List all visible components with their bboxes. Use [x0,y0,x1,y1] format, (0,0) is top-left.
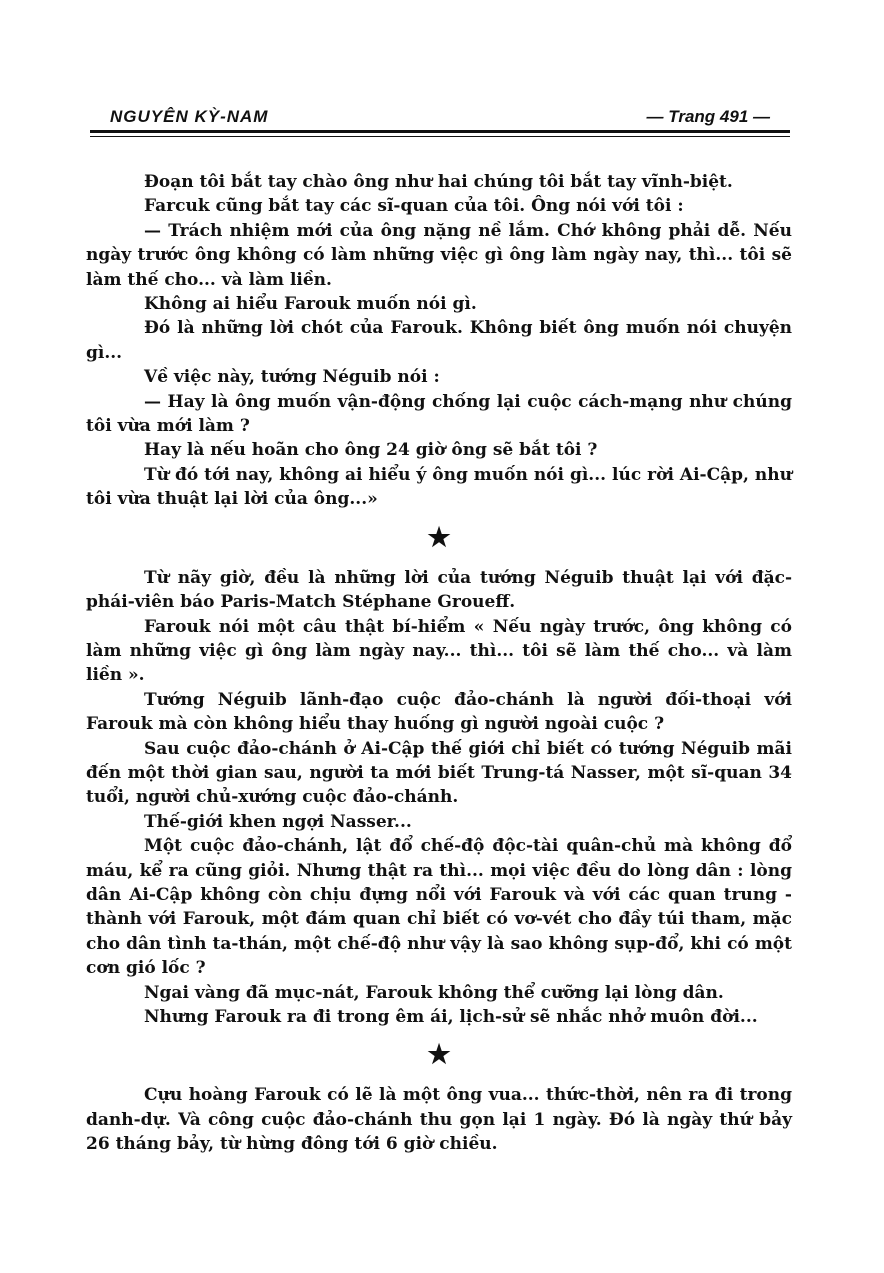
paragraph: Thế-giới khen ngợi Nasser... [144,811,412,832]
paragraph: Không ai hiểu Farouk muốn nói gì. [144,294,477,315]
paragraph: Cựu hoàng Farouk có lẽ là một ông vua... thức-thời, nên ra đi trong danh-dự. Và công cuộc đảo-chánh thu gọn lại 1 ngày. Đó là ngày thứ bảy 26 tháng bảy, từ hừng đông tới 6 giờ chiều. [86,1085,792,1155]
header-rule-thick [90,130,790,133]
paragraph: Ngai vàng đã mục-nát, Farouk không thể cưỡng lại lòng dân. [144,982,724,1003]
star-separator-icon: ★ [427,522,451,553]
paragraph: Từ nãy giờ, đều là những lời của tướng Néguib thuật lại với đặc-phái-viên báo Paris-Match Stéphane Groueff. [86,567,792,613]
paragraph: Về việc này, tướng Néguib nói : [144,367,440,388]
paragraph: — Trách nhiệm mới của ông nặng nề lắm. Chớ không phải dễ. Nếu ngày trước ông không có làm những việc gì ông làm ngày nay, thì... tôi sẽ làm thế cho... và làm liền. [86,220,792,290]
paragraph: Farouk nói một câu thật bí-hiểm « Nếu ngày trước, ông không có làm những việc gì ông làm ngày nay... thì... tôi sẽ làm thế cho... và làm liền ». [86,616,792,686]
paragraph: Tướng Néguib lãnh-đạo cuộc đảo-chánh là người đối-thoại với Farouk mà còn không hiểu thay huống gì người ngoài cuộc ? [86,689,792,735]
paragraph: Từ đó tới nay, không ai hiểu ý ông muốn nói gì... lúc rời Ai-Cập, như tôi vừa thuật lại lời của ông...» [86,464,792,510]
header-rule-thin [90,136,790,137]
paragraph: Nhưng Farouk ra đi trong êm ái, lịch-sử sẽ nhắc nhở muôn đời... [144,1007,758,1027]
body-text [86,170,792,1157]
paragraph: Đoạn tôi bắt tay chào ông như hai chúng tôi bắt tay vĩnh-biệt. [144,172,733,192]
running-title: NGUYÊN KỲ-NAM [110,107,269,126]
paragraph: — Hay là ông muốn vận-động chống lại cuộc cách-mạng như chúng tôi vừa mới làm ? [86,391,792,437]
paragraph: Sau cuộc đảo-chánh ở Ai-Cập thế giới chỉ biết có tướng Néguib mãi đến một thời gian sau, người ta mới biết Trung-tá Nasser, một sĩ-quan 34 tuổi, người chủ-xướng cuộc đảo-chánh. [86,738,792,808]
paragraph: Đó là những lời chót của Farouk. Không biết ông muốn nói chuyện gì... [86,318,792,363]
star-separator-icon: ★ [427,1040,451,1071]
page-number: — Trang 491 — [646,107,770,126]
paragraph: Hay là nếu hoãn cho ông 24 giờ ông sẽ bắt tôi ? [144,440,598,461]
paragraph: Farcuk cũng bắt tay các sĩ-quan của tôi. Ông nói với tôi : [144,196,684,217]
paragraph: Một cuộc đảo-chánh, lật đổ chế-độ độc-tài quân-chủ mà không đổ máu, kể ra cũng giỏi. Nhưng thật ra thì... mọi việc đều do lòng dân : lòng dân Ai-Cập không còn chịu đựng nổi với Farouk và với các quan trung - thành với Farouk, một đám quan chỉ biết có vơ-vét cho đầy túi tham, mặc cho dân tình ta-thán, một chế-độ như vậy là sao không sụp-đổ, khi có một cơn gió lốc ? [86,836,792,979]
